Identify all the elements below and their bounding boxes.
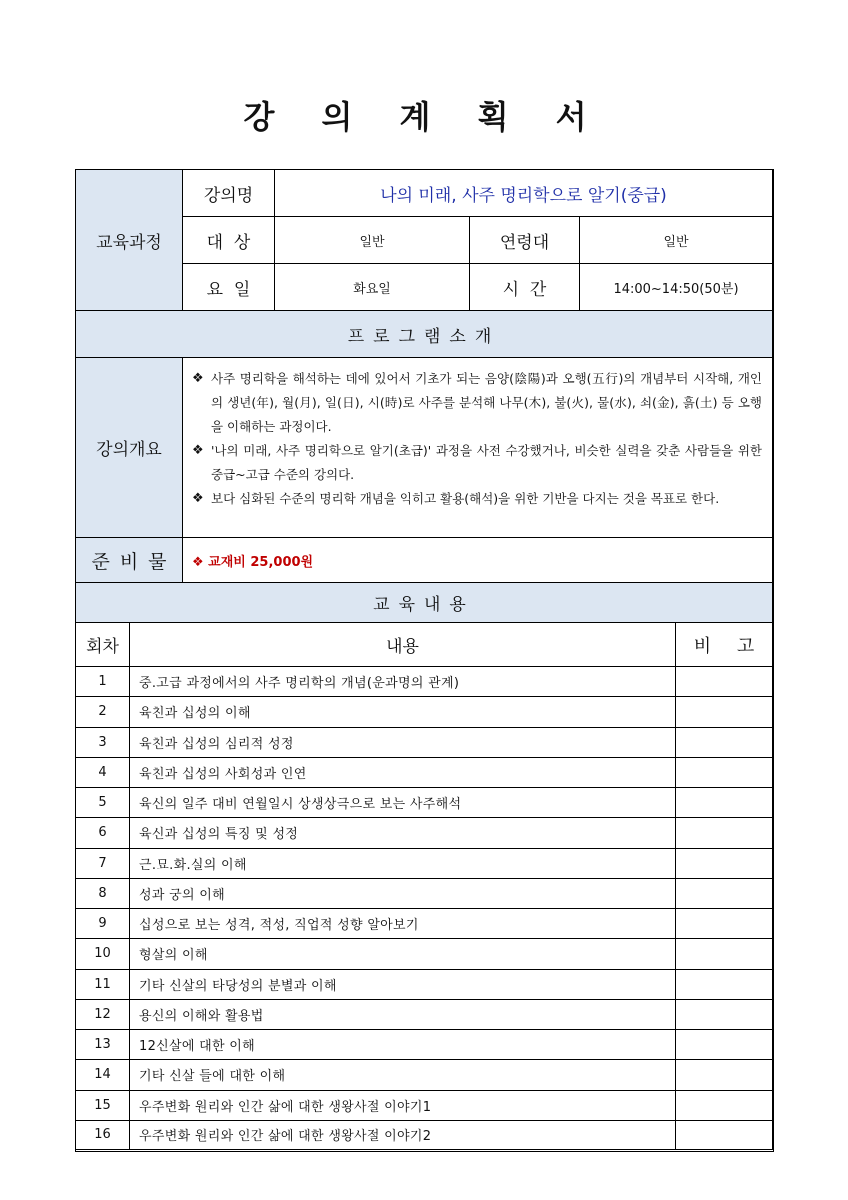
row-note: [676, 1030, 773, 1060]
row-note: [676, 970, 773, 1000]
col-note-header: 비 고: [676, 623, 773, 667]
materials-label: 준비물: [76, 538, 183, 583]
col-no-header: 회차: [76, 623, 130, 667]
overview-label: 강의개요: [76, 358, 183, 538]
row-note: [676, 697, 773, 727]
row-content: 형살의 이해: [130, 939, 676, 969]
contents-header: 교육내용: [76, 583, 773, 623]
row-note: [676, 667, 773, 697]
row-number: 6: [76, 818, 130, 848]
row-note: [676, 1000, 773, 1030]
lecture-plan-table: [75, 169, 774, 1152]
diamond-bullet-icon: ❖: [192, 371, 204, 386]
row-number: 1: [76, 667, 130, 697]
row-note: [676, 1121, 773, 1150]
row-number: 13: [76, 1030, 130, 1060]
row-content: 성과 궁의 이해: [130, 879, 676, 909]
row-number: 4: [76, 758, 130, 788]
row-number: 14: [76, 1060, 130, 1090]
course-group-label: 교육과정: [76, 170, 183, 311]
row-number: 11: [76, 970, 130, 1000]
row-number: 3: [76, 728, 130, 758]
day-value: 화요일: [275, 264, 470, 311]
row-note: [676, 728, 773, 758]
age-value: 일반: [580, 217, 773, 264]
col-content-header: 내용: [130, 623, 676, 667]
row-content: 육친과 십성의 심리적 성정: [130, 728, 676, 758]
row-content: 육신과 십성의 특징 및 성정: [130, 818, 676, 848]
row-content: 우주변화 원리와 인간 삶에 대한 생왕사절 이야기2: [130, 1121, 676, 1150]
program-intro-header: 프로그램소개: [76, 311, 773, 358]
day-label: 요 일: [183, 264, 275, 311]
row-content: 육신의 일주 대비 연월일시 상생상극으로 보는 사주해석: [130, 788, 676, 818]
row-note: [676, 909, 773, 939]
document-title: 강 의 계 획 서: [243, 98, 605, 136]
overview-bullet: ❖ 보다 심화된 수준의 명리학 개념을 익히고 활용(해석)을 위한 기반을 다지는 것을 목표로 한다.: [192, 487, 762, 511]
age-label: 연령대: [470, 217, 580, 264]
row-number: 10: [76, 939, 130, 969]
course-name-label: 강의명: [183, 170, 275, 217]
row-number: 8: [76, 879, 130, 909]
row-number: 9: [76, 909, 130, 939]
row-number: 2: [76, 697, 130, 727]
target-value: 일반: [275, 217, 470, 264]
target-label: 대 상: [183, 217, 275, 264]
row-content: 기타 신살 들에 대한 이해: [130, 1060, 676, 1090]
row-note: [676, 879, 773, 909]
row-content: 용신의 이해와 활용법: [130, 1000, 676, 1030]
materials-value: ❖ 교재비 25,000원: [183, 538, 773, 583]
row-content: 육친과 십성의 이해: [130, 697, 676, 727]
row-note: [676, 1091, 773, 1121]
course-name-value: 나의 미래, 사주 명리학으로 알기(중급): [275, 170, 773, 217]
row-content: 기타 신살의 타당성의 분별과 이해: [130, 970, 676, 1000]
row-number: 16: [76, 1121, 130, 1150]
time-label: 시 간: [470, 264, 580, 311]
row-note: [676, 788, 773, 818]
diamond-bullet-icon: ❖: [192, 491, 204, 506]
row-note: [676, 939, 773, 969]
overview-bullet: ❖ 사주 명리학을 해석하는 데에 있어서 기초가 되는 음양(陰陽)과 오행(五行)의 개념부터 시작해, 개인의 생년(年), 월(月), 일(日), 시(時)로 사주를 분석해 나무(木), 불(火), 물(水), 쇠(金), 흙(土) 등 오행을 이해하는 과정이다.: [192, 367, 762, 439]
row-content: 육친과 십성의 사회성과 인연: [130, 758, 676, 788]
overview-content: [183, 358, 773, 538]
row-content: 십성으로 보는 성격, 적성, 직업적 성향 알아보기: [130, 909, 676, 939]
row-number: 5: [76, 788, 130, 818]
time-value: 14:00~14:50(50분): [580, 264, 773, 311]
diamond-bullet-icon: ❖: [192, 443, 204, 458]
row-note: [676, 758, 773, 788]
row-note: [676, 818, 773, 848]
row-number: 15: [76, 1091, 130, 1121]
overview-bullet-list: [192, 367, 762, 511]
row-content: 근.묘.화.실의 이해: [130, 849, 676, 879]
row-content: 12신살에 대한 이해: [130, 1030, 676, 1060]
row-number: 7: [76, 849, 130, 879]
row-note: [676, 849, 773, 879]
row-content: 우주변화 원리와 인간 삶에 대한 생왕사절 이야기1: [130, 1091, 676, 1121]
overview-bullet: ❖ '나의 미래, 사주 명리학으로 알기(초급)' 과정을 사전 수강했거나, 비슷한 실력을 갖춘 사람들을 위한 중급~고급 수준의 강의다.: [192, 439, 762, 487]
row-content: 중.고급 과정에서의 사주 명리학의 개념(운과명의 관계): [130, 667, 676, 697]
row-number: 12: [76, 1000, 130, 1030]
row-note: [676, 1060, 773, 1090]
